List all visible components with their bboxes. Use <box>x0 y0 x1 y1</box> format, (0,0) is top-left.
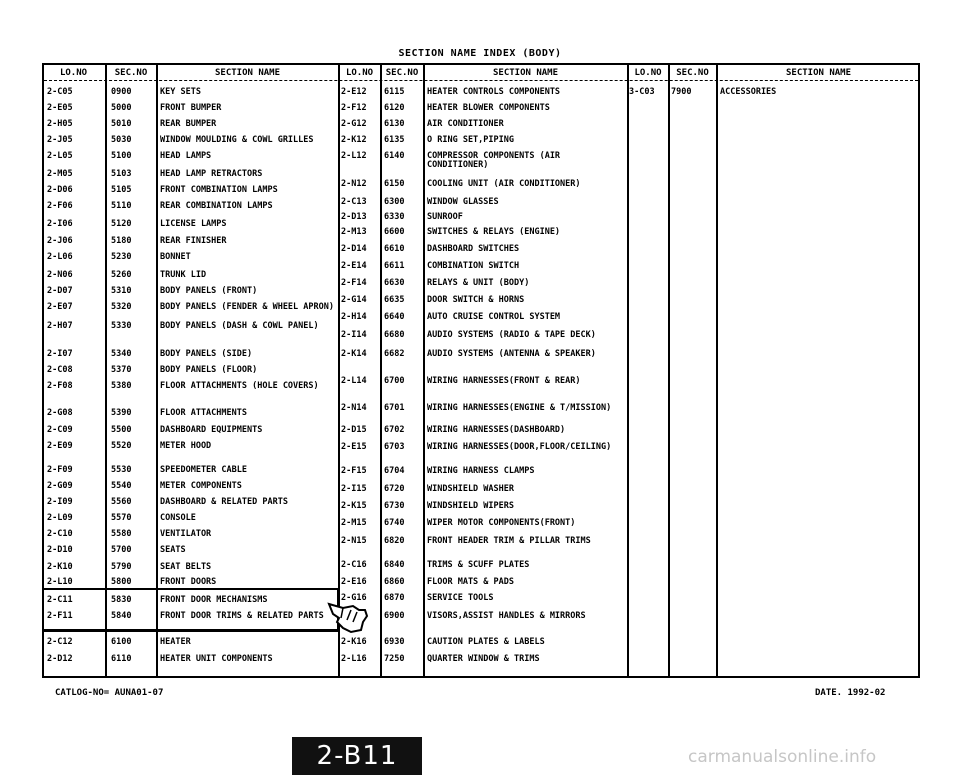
section-name-cell: WIRING HARNESSES(FRONT & REAR) <box>427 376 581 386</box>
section-name-cell: HEATER <box>160 637 191 647</box>
highlight-box <box>42 588 339 631</box>
section-name-cell: COMBINATION SWITCH <box>427 261 520 271</box>
section-name-cell: WIRING HARNESSES(ENGINE & T/MISSION) <box>427 403 612 413</box>
sec-no-cell: 6870 <box>384 593 405 603</box>
column-separator <box>380 63 382 678</box>
pointing-hand-icon <box>327 598 369 634</box>
sec-no-cell: 5120 <box>111 219 132 229</box>
lo-no-cell: 2-F12 <box>341 103 367 113</box>
sec-no-cell: 6600 <box>384 227 405 237</box>
sec-no-cell: 6611 <box>384 261 405 271</box>
header-section-name: SECTION NAME <box>214 68 281 78</box>
lo-no-cell: 2-K15 <box>341 501 367 511</box>
sec-no-cell: 5000 <box>111 103 132 113</box>
section-name-cell: SEATS <box>160 545 186 555</box>
sec-no-cell: 6330 <box>384 212 405 222</box>
section-name-cell: FRONT DOOR TRIMS & RELATED PARTS <box>160 611 324 621</box>
section-name-cell: FRONT DOOR MECHANISMS <box>160 595 268 605</box>
section-name-cell: WINDOW MOULDING & COWL GRILLES <box>160 135 314 145</box>
header-sec-no: SEC.NO <box>385 68 419 78</box>
column-separator <box>338 63 340 678</box>
sec-no-cell: 5830 <box>111 595 132 605</box>
lo-no-cell: 2-F14 <box>341 278 367 288</box>
lo-no-cell: 2-D07 <box>47 286 73 296</box>
section-name-cell: FLOOR ATTACHMENTS (HOLE COVERS) <box>160 381 319 391</box>
section-name-cell: WIRING HARNESSES(DOOR,FLOOR/CEILING) <box>427 442 612 452</box>
lo-no-cell: 2-K12 <box>341 135 367 145</box>
lo-no-cell: 2-I14 <box>341 330 367 340</box>
section-name-cell: AUDIO SYSTEMS (ANTENNA & SPEAKER) <box>427 349 596 359</box>
sec-no-cell: 5530 <box>111 465 132 475</box>
section-name-cell: METER COMPONENTS <box>160 481 242 491</box>
lo-no-cell: 2-E15 <box>341 442 367 452</box>
section-name-cell: BODY PANELS (DASH & COWL PANEL) <box>160 321 319 331</box>
lo-no-cell: 2-F11 <box>47 611 73 621</box>
sec-no-cell: 6610 <box>384 244 405 254</box>
page-title: SECTION NAME INDEX (BODY) <box>398 48 562 59</box>
sec-no-cell: 5260 <box>111 270 132 280</box>
lo-no-cell: 2-I09 <box>47 497 73 507</box>
sec-no-cell: 5500 <box>111 425 132 435</box>
page-label: 2-B11 <box>292 737 422 775</box>
lo-no-cell: 2-E05 <box>47 103 73 113</box>
section-name-cell: HEAD LAMPS <box>160 151 212 161</box>
lo-no-cell: 2-M05 <box>47 169 73 179</box>
header-section-name: SECTION NAME <box>492 68 559 78</box>
sec-no-cell: 5390 <box>111 408 132 418</box>
sec-no-cell: 6150 <box>384 179 405 189</box>
sec-no-cell: 6140 <box>384 151 405 161</box>
sec-no-cell: 6730 <box>384 501 405 511</box>
section-name-cell: DASHBOARD & RELATED PARTS <box>160 497 288 507</box>
sec-no-cell: 6630 <box>384 278 405 288</box>
lo-no-cell: 2-C11 <box>47 595 73 605</box>
sec-no-cell: 5560 <box>111 497 132 507</box>
lo-no-cell: 2-E16 <box>341 577 367 587</box>
sec-no-cell: 5570 <box>111 513 132 523</box>
sec-no-cell: 6635 <box>384 295 405 305</box>
catalog-number: CATLOG-NO= AUNA01-07 <box>55 688 164 698</box>
lo-no-cell: 2-C09 <box>47 425 73 435</box>
section-name-cell: CONSOLE <box>160 513 196 523</box>
lo-no-cell: 2-F15 <box>341 466 367 476</box>
lo-no-cell: 2-J05 <box>47 135 73 145</box>
lo-no-cell: 2-F06 <box>47 201 73 211</box>
section-name-cell: FRONT HEADER TRIM & PILLAR TRIMS <box>427 536 591 546</box>
lo-no-cell: 2-I06 <box>47 219 73 229</box>
sec-no-cell: 6900 <box>384 611 405 621</box>
column-separator <box>423 63 425 678</box>
section-name-cell: FRONT BUMPER <box>160 103 222 113</box>
section-name-cell: WINDSHIELD WIPERS <box>427 501 514 511</box>
section-name-cell: DASHBOARD SWITCHES <box>427 244 520 254</box>
section-name-cell: BODY PANELS (FLOOR) <box>160 365 258 375</box>
header-sec-no: SEC.NO <box>114 68 148 78</box>
section-name-cell: AUTO CRUISE CONTROL SYSTEM <box>427 312 561 322</box>
section-name-cell: COMPRESSOR COMPONENTS (AIR CONDITIONER) <box>427 151 561 170</box>
section-name-cell: QUARTER WINDOW & TRIMS <box>427 654 540 664</box>
lo-no-cell: 2-G08 <box>47 408 73 418</box>
sec-no-cell: 6701 <box>384 403 405 413</box>
section-name-cell: WIRING HARNESS CLAMPS <box>427 466 535 476</box>
document-date: DATE. 1992-02 <box>815 688 886 698</box>
section-name-cell: SEAT BELTS <box>160 562 212 572</box>
lo-no-cell: 2-C10 <box>47 529 73 539</box>
lo-no-cell: 2-L16 <box>341 654 367 664</box>
section-name-cell: WINDOW GLASSES <box>427 197 499 207</box>
section-name-cell: CAUTION PLATES & LABELS <box>427 637 545 647</box>
lo-no-cell: 2-D12 <box>47 654 73 664</box>
sec-no-cell: 5340 <box>111 349 132 359</box>
lo-no-cell: 2-M13 <box>341 227 367 237</box>
lo-no-cell: 3-C03 <box>629 87 655 97</box>
lo-no-cell: 2-G09 <box>47 481 73 491</box>
section-name-cell: SUNROOF <box>427 212 463 222</box>
sec-no-cell: 6720 <box>384 484 405 494</box>
section-name-cell: HEATER UNIT COMPONENTS <box>160 654 273 664</box>
lo-no-cell: 2-H07 <box>47 321 73 331</box>
sec-no-cell: 5105 <box>111 185 132 195</box>
lo-no-cell: 2-D10 <box>47 545 73 555</box>
sec-no-cell: 5010 <box>111 119 132 129</box>
sec-no-cell: 5110 <box>111 201 132 211</box>
lo-no-cell: 2-E14 <box>341 261 367 271</box>
column-separator <box>668 63 670 678</box>
sec-no-cell: 5030 <box>111 135 132 145</box>
section-name-cell: SERVICE TOOLS <box>427 593 494 603</box>
sec-no-cell: 6115 <box>384 87 405 97</box>
lo-no-cell: 2-K14 <box>341 349 367 359</box>
section-name-cell: REAR FINISHER <box>160 236 227 246</box>
lo-no-cell: 2-H05 <box>47 119 73 129</box>
lo-no-cell: 2-G16 <box>341 593 367 603</box>
sec-no-cell: 5380 <box>111 381 132 391</box>
section-name-cell: VENTILATOR <box>160 529 212 539</box>
lo-no-cell: 2-G14 <box>341 295 367 305</box>
lo-no-cell: 2-L09 <box>47 513 73 523</box>
sec-no-cell: 6130 <box>384 119 405 129</box>
column-separator <box>716 63 718 678</box>
sec-no-cell: 6110 <box>111 654 132 664</box>
section-name-cell: DASHBOARD EQUIPMENTS <box>160 425 263 435</box>
lo-no-cell: 2-E12 <box>341 87 367 97</box>
section-name-cell: SWITCHES & RELAYS (ENGINE) <box>427 227 561 237</box>
lo-no-cell: 2-D15 <box>341 425 367 435</box>
sec-no-cell: 6930 <box>384 637 405 647</box>
column-separator <box>105 63 107 678</box>
sec-no-cell: 6702 <box>384 425 405 435</box>
sec-no-cell: 6700 <box>384 376 405 386</box>
header-section-name: SECTION NAME <box>785 68 852 78</box>
column-separator <box>156 63 158 678</box>
lo-no-cell: 2-E07 <box>47 302 73 312</box>
section-name-cell: AUDIO SYSTEMS (RADIO & TAPE DECK) <box>427 330 596 340</box>
lo-no-cell: 2-N15 <box>341 536 367 546</box>
sec-no-cell: 5790 <box>111 562 132 572</box>
header-divider <box>44 80 918 81</box>
section-name-cell: METER HOOD <box>160 441 212 451</box>
lo-no-cell: 2-K16 <box>341 637 367 647</box>
sec-no-cell: 6860 <box>384 577 405 587</box>
section-name-cell: WIRING HARNESSES(DASHBOARD) <box>427 425 566 435</box>
sec-no-cell: 6680 <box>384 330 405 340</box>
sec-no-cell: 5320 <box>111 302 132 312</box>
lo-no-cell: 2-G12 <box>341 119 367 129</box>
section-name-cell: LICENSE LAMPS <box>160 219 227 229</box>
section-name-cell: DOOR SWITCH & HORNS <box>427 295 525 305</box>
lo-no-cell: 2-N06 <box>47 270 73 280</box>
section-name-cell: VISORS,ASSIST HANDLES & MIRRORS <box>427 611 586 621</box>
header-sec-no: SEC.NO <box>676 68 709 78</box>
lo-no-cell: 2-C08 <box>47 365 73 375</box>
section-name-cell: O RING SET,PIPING <box>427 135 514 145</box>
section-name-cell: TRUNK LID <box>160 270 207 280</box>
section-name-cell: TRIMS & SCUFF PLATES <box>427 560 530 570</box>
sec-no-cell: 6840 <box>384 560 405 570</box>
sec-no-cell: 5800 <box>111 577 132 587</box>
lo-no-cell: 2-F09 <box>47 465 73 475</box>
header-lo-no: LO.NO <box>59 68 88 78</box>
sec-no-cell: 6704 <box>384 466 405 476</box>
lo-no-cell: 2-L10 <box>47 577 73 587</box>
sec-no-cell: 6100 <box>111 637 132 647</box>
section-name-cell: BONNET <box>160 252 191 262</box>
header-lo-no: LO.NO <box>634 68 662 78</box>
lo-no-cell: 2-L12 <box>341 151 367 161</box>
section-name-cell: SPEEDOMETER CABLE <box>160 465 247 475</box>
sec-no-cell: 7900 <box>671 87 692 97</box>
sec-no-cell: 6120 <box>384 103 405 113</box>
lo-no-cell: 2-L06 <box>47 252 73 262</box>
sec-no-cell: 5520 <box>111 441 132 451</box>
section-name-cell: WINDSHIELD WASHER <box>427 484 514 494</box>
sec-no-cell: 5310 <box>111 286 132 296</box>
sec-no-cell: 5540 <box>111 481 132 491</box>
lo-no-cell: 2-I15 <box>341 484 367 494</box>
section-name-cell: FRONT DOORS <box>160 577 217 587</box>
lo-no-cell: 2-C05 <box>47 87 73 97</box>
lo-no-cell: 2-N14 <box>341 403 367 413</box>
lo-no-cell: 2-D14 <box>341 244 367 254</box>
lo-no-cell: 2-L05 <box>47 151 73 161</box>
lo-no-cell: 2-D13 <box>341 212 367 222</box>
section-name-cell: FLOOR MATS & PADS <box>427 577 514 587</box>
sec-no-cell: 5370 <box>111 365 132 375</box>
section-name-cell: COOLING UNIT (AIR CONDITIONER) <box>427 179 581 189</box>
section-name-cell: AIR CONDITIONER <box>427 119 504 129</box>
section-name-cell: REAR COMBINATION LAMPS <box>160 201 273 211</box>
sec-no-cell: 5180 <box>111 236 132 246</box>
sec-no-cell: 6820 <box>384 536 405 546</box>
lo-no-cell: 2-C13 <box>341 197 367 207</box>
sec-no-cell: 6135 <box>384 135 405 145</box>
lo-no-cell: 2-N12 <box>341 179 367 189</box>
section-name-cell: FRONT COMBINATION LAMPS <box>160 185 278 195</box>
sec-no-cell: 5230 <box>111 252 132 262</box>
lo-no-cell: 2-H14 <box>341 312 367 322</box>
section-name-cell: KEY SETS <box>160 87 201 97</box>
sec-no-cell: 6703 <box>384 442 405 452</box>
header-lo-no: LO.NO <box>345 68 374 78</box>
section-name-cell: WIPER MOTOR COMPONENTS(FRONT) <box>427 518 576 528</box>
sec-no-cell: 5100 <box>111 151 132 161</box>
section-name-cell: HEATER CONTROLS COMPONENTS <box>427 87 561 97</box>
section-name-cell: BODY PANELS (FENDER & WHEEL APRON) <box>160 302 334 312</box>
lo-no-cell: 2-L14 <box>341 376 367 386</box>
sec-no-cell: 6300 <box>384 197 405 207</box>
section-name-cell: FLOOR ATTACHMENTS <box>160 408 247 418</box>
section-name-cell: HEATER BLOWER COMPONENTS <box>427 103 550 113</box>
sec-no-cell: 6740 <box>384 518 405 528</box>
lo-no-cell: 2-K10 <box>47 562 73 572</box>
watermark: carmanualsonline.info <box>688 747 877 767</box>
lo-no-cell: 2-F08 <box>47 381 73 391</box>
lo-no-cell: 2-I07 <box>47 349 73 359</box>
section-name-cell: HEAD LAMP RETRACTORS <box>160 169 263 179</box>
lo-no-cell: 2-C12 <box>47 637 73 647</box>
lo-no-cell: 2-E09 <box>47 441 73 451</box>
section-name-cell: BODY PANELS (FRONT) <box>160 286 258 296</box>
section-name-cell: ACCESSORIES <box>720 87 777 97</box>
lo-no-cell: 2-D06 <box>47 185 73 195</box>
sec-no-cell: 0900 <box>111 87 132 97</box>
sec-no-cell: 5103 <box>111 169 132 179</box>
lo-no-cell: 2-M15 <box>341 518 367 528</box>
sec-no-cell: 6682 <box>384 349 405 359</box>
section-name-cell: BODY PANELS (SIDE) <box>160 349 253 359</box>
lo-no-cell: 2-C16 <box>341 560 367 570</box>
lo-no-cell: 2-J06 <box>47 236 73 246</box>
sec-no-cell: 5840 <box>111 611 132 621</box>
sec-no-cell: 5580 <box>111 529 132 539</box>
section-name-cell: REAR BUMPER <box>160 119 217 129</box>
sec-no-cell: 5700 <box>111 545 132 555</box>
sec-no-cell: 7250 <box>384 654 405 664</box>
sec-no-cell: 6640 <box>384 312 405 322</box>
sec-no-cell: 5330 <box>111 321 132 331</box>
section-name-cell: RELAYS & UNIT (BODY) <box>427 278 530 288</box>
column-separator <box>627 63 629 678</box>
